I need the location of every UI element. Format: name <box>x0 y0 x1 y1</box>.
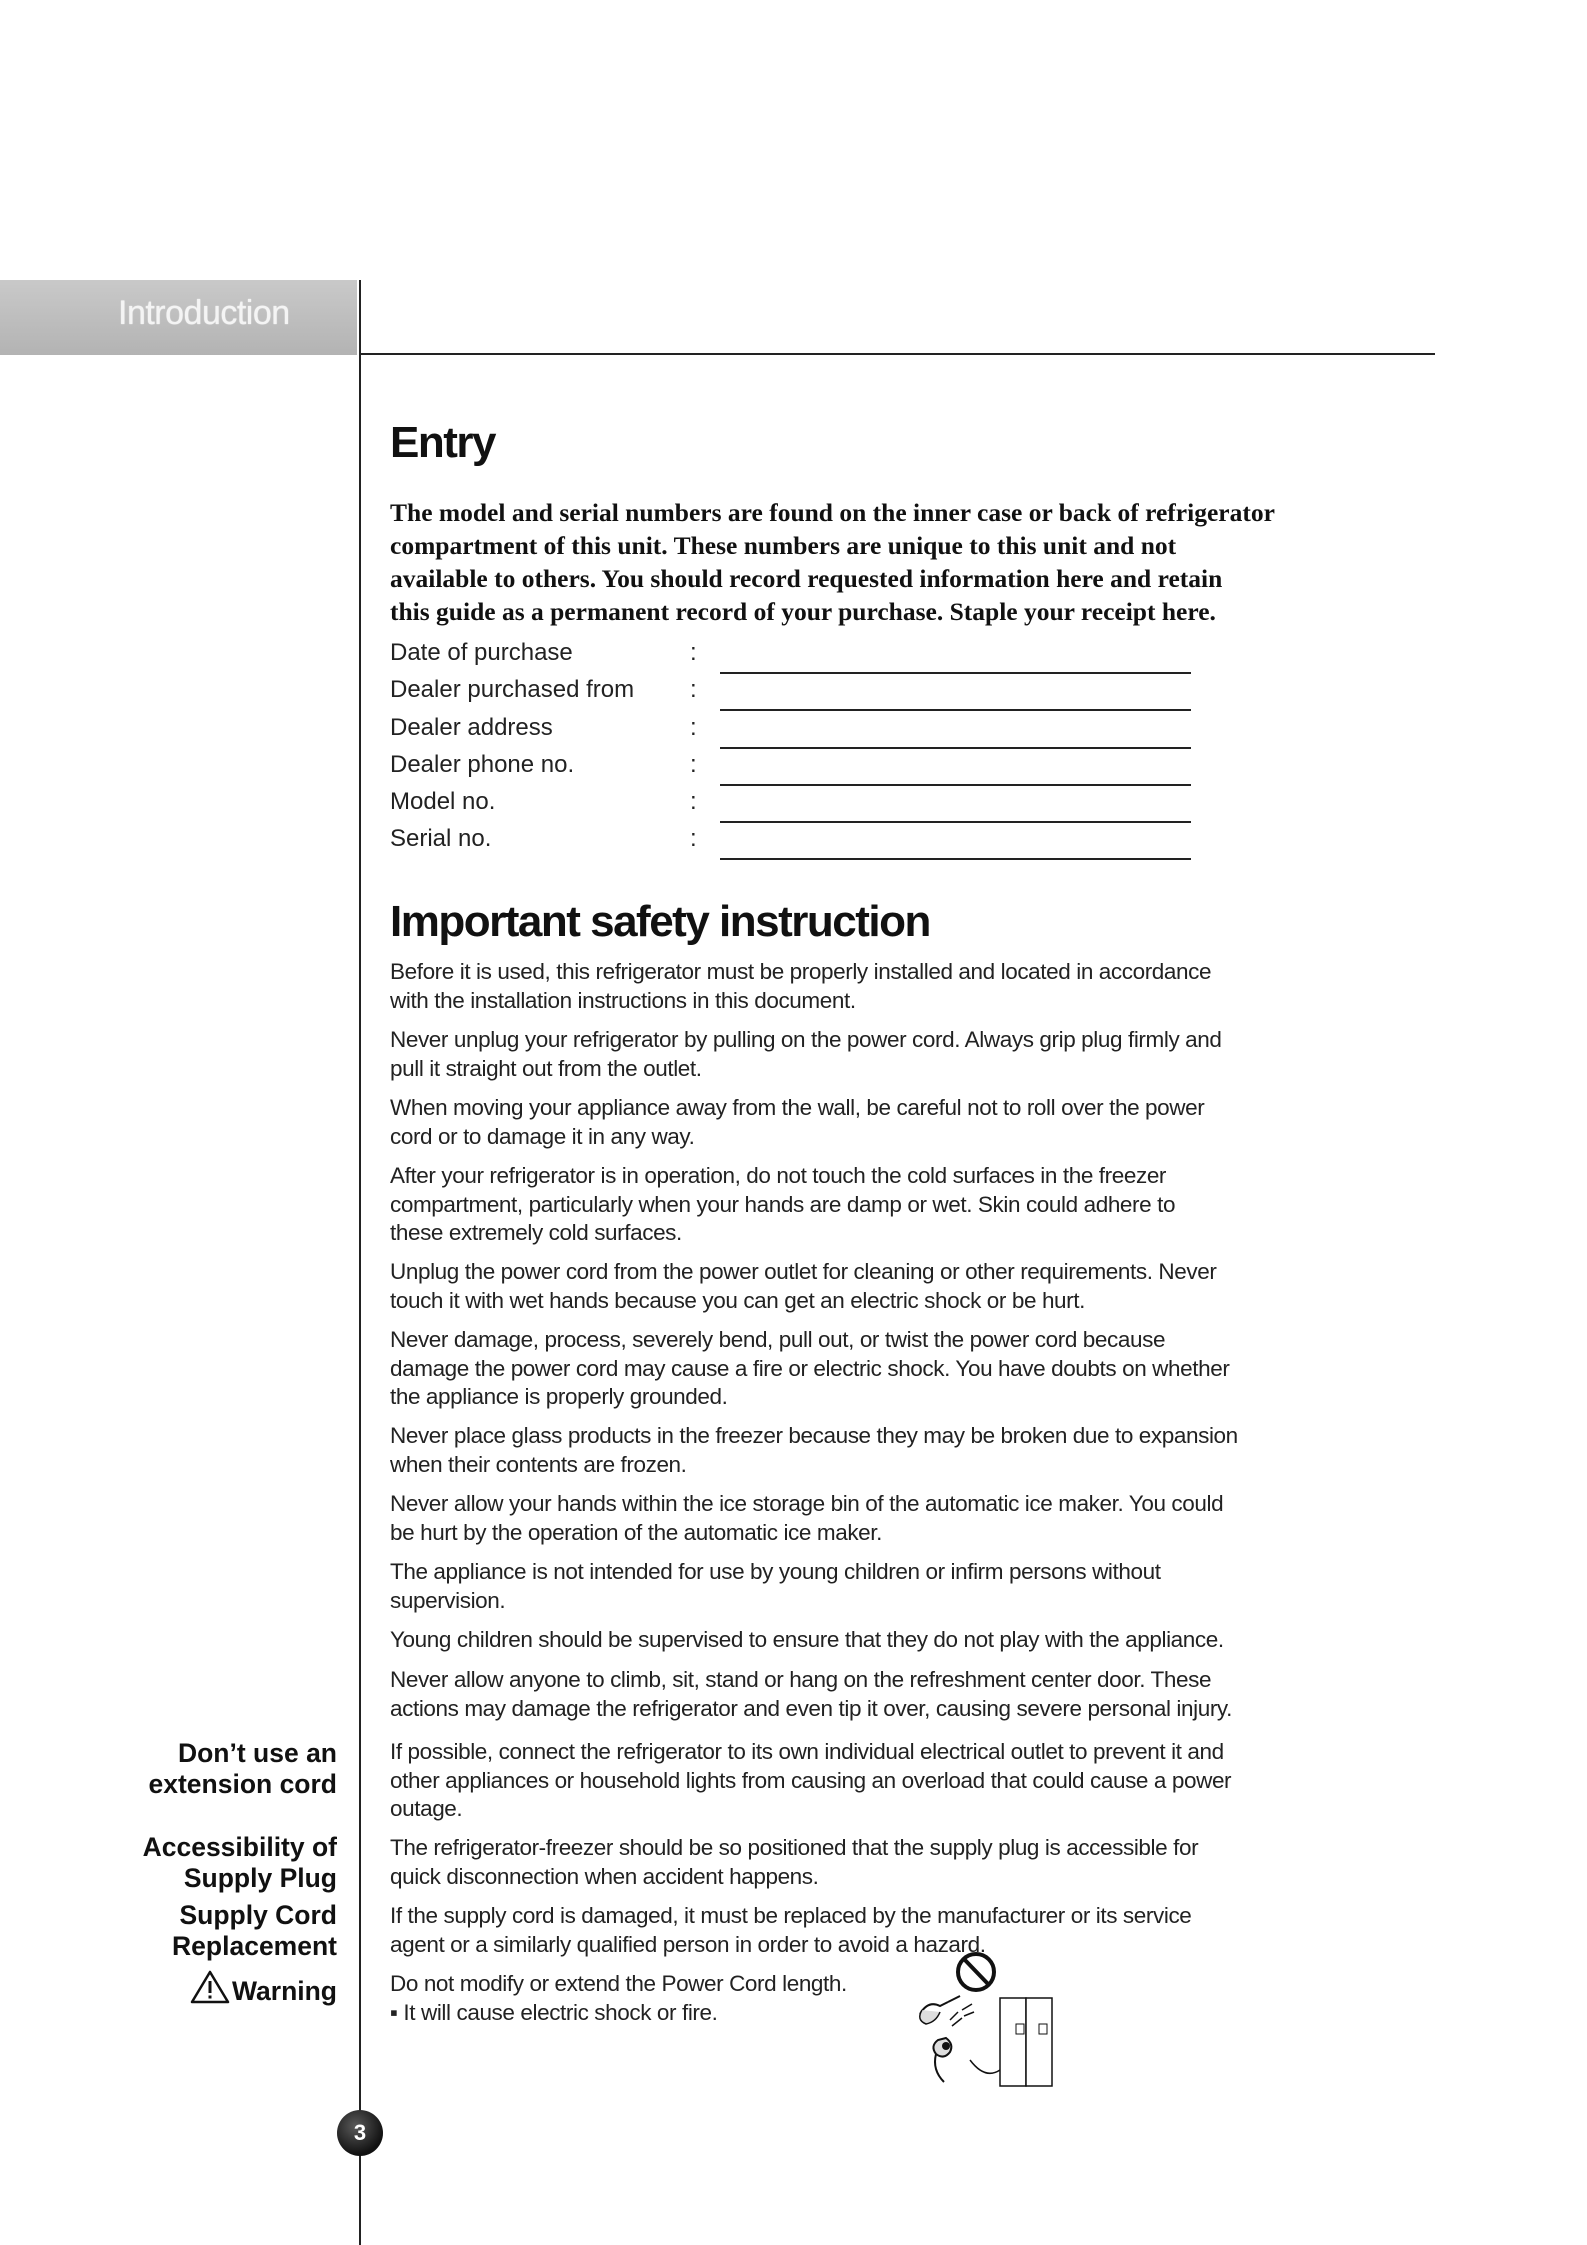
safety-paragraph <box>390 1626 1335 1655</box>
entry-title: Entry <box>390 418 495 467</box>
paragraph-line: supervision. <box>390 1587 506 1613</box>
safety-paragraph <box>390 1026 1335 1083</box>
entry-intro-line: this guide as a permanent record of your purchase. Staple your receipt here. <box>390 597 1216 626</box>
paragraph-line: After your refrigerator is in operation, do not touch the cold surfaces in the freezer <box>390 1163 1167 1188</box>
field-label: Dealer purchased from <box>390 676 635 704</box>
field-colon: : <box>690 639 697 666</box>
paragraph-line: Young children should be supervised to ensure that they do not play with the appliance. <box>390 1627 1224 1652</box>
paragraph-line: outage. <box>390 1796 463 1821</box>
side-heading-line: Supply Plug <box>183 1863 337 1893</box>
paragraph-line: The refrigerator-freezer should be so positioned that the supply plug is accessible for <box>390 1835 1199 1860</box>
section-tab-label: Introduction <box>118 294 290 332</box>
side-heading-line: extension cord <box>148 1769 337 1799</box>
no-extension-cord-illustration-icon <box>910 1950 1060 2090</box>
paragraph-line: Never unplug your refrigerator by pulling on the power cord. Always grip plug firmly and <box>390 1027 1222 1052</box>
paragraph-line: Unplug the power cord from the power outlet for cleaning or other requirements. Never <box>390 1259 1217 1284</box>
field-dealer-phone <box>390 749 1335 786</box>
side-heading-cord-replacement <box>172 1900 337 1962</box>
entry-intro-line: The model and serial numbers are found on the inner case or back of refrigerator <box>390 498 1275 527</box>
accessibility-text <box>390 1834 1335 1891</box>
paragraph-line: these extremely cold surfaces. <box>390 1220 682 1245</box>
field-label: Serial no. <box>390 825 492 853</box>
paragraph-line: touch it with wet hands because you can get an electric shock or be hurt. <box>390 1287 1085 1313</box>
paragraph-line: pull it straight out from the outlet. <box>390 1055 702 1081</box>
paragraph-line: other appliances or household lights from causing an overload that could cause a power <box>390 1767 1232 1793</box>
safety-title: Important safety instruction <box>390 897 930 946</box>
paragraph-line: with the installation instructions in this document. <box>390 987 856 1013</box>
field-colon: : <box>690 825 697 853</box>
purchase-record-form <box>390 637 1335 861</box>
field-label: Dealer phone no. <box>390 750 575 778</box>
paragraph-line: agent or a similarly qualified person in order to avoid a hazard. <box>390 1931 986 1957</box>
paragraph-line: ▪ It will cause electric shock or fire. <box>390 1999 718 2025</box>
safety-paragraph <box>390 1558 1335 1615</box>
paragraph-line: quick disconnection when accident happens. <box>390 1863 819 1889</box>
safety-paragraph <box>390 1094 1335 1151</box>
margin-rule-vertical <box>359 280 361 2245</box>
safety-paragraph <box>390 958 1335 1015</box>
page-number: 3 <box>337 2110 383 2156</box>
side-heading-accessibility <box>143 1832 337 1894</box>
entry-intro-line: available to others. You should record requested information here and retain <box>390 564 1223 593</box>
field-date-of-purchase <box>390 637 1335 674</box>
safety-paragraph <box>390 1490 1335 1547</box>
paragraph-line: Do not modify or extend the Power Cord length. <box>390 1971 847 1996</box>
field-model-no <box>390 786 1335 823</box>
paragraph-line: Never damage, process, severely bend, pull out, or twist the power cord because <box>390 1327 1166 1352</box>
side-heading-line: Supply Cord <box>179 1900 337 1930</box>
safety-paragraph <box>390 1422 1335 1479</box>
paragraph-line: Never allow your hands within the ice storage bin of the automatic ice maker. You could <box>390 1491 1224 1516</box>
field-label: Date of purchase <box>390 639 573 666</box>
entry-intro-line: compartment of this unit. These numbers are unique to this unit and not <box>390 531 1177 560</box>
safety-paragraph <box>390 1326 1335 1412</box>
paragraph-line: Never place glass products in the freezer because they may be broken due to expansion <box>390 1423 1238 1448</box>
warning-label: Warning <box>231 1976 337 2006</box>
warning-triangle-icon <box>190 1970 230 2004</box>
field-colon: : <box>690 713 697 741</box>
side-heading-line: Don’t use an <box>177 1738 337 1768</box>
paragraph-line: the appliance is properly grounded. <box>390 1384 728 1409</box>
field-blank-line <box>720 858 1191 860</box>
safety-paragraph <box>390 1162 1335 1248</box>
field-dealer-purchased-from <box>390 674 1335 711</box>
field-label: Model no. <box>390 788 496 816</box>
paragraph-line: If the supply cord is damaged, it must be replaced by the manufacturer or its service <box>390 1903 1192 1928</box>
side-heading-line: Accessibility of <box>142 1832 337 1862</box>
field-colon: : <box>690 676 697 704</box>
extension-cord-text <box>390 1738 1335 1824</box>
warning-text <box>390 1970 1335 2027</box>
paragraph-line: cord or to damage it in any way. <box>390 1123 695 1149</box>
paragraph-line: When moving your appliance away from the wall, be careful not to roll over the power <box>390 1095 1205 1120</box>
side-heading-line: Replacement <box>172 1931 337 1961</box>
paragraph-line: when their contents are frozen. <box>390 1451 687 1477</box>
paragraph-line: Never allow anyone to climb, sit, stand or hang on the refreshment center door. These <box>390 1667 1212 1692</box>
cord-replacement-text <box>390 1902 1335 1959</box>
field-label: Dealer address <box>390 713 553 741</box>
field-colon: : <box>690 788 697 816</box>
field-dealer-address <box>390 712 1335 749</box>
header-rule <box>359 353 1435 355</box>
field-serial-no <box>390 823 1335 860</box>
side-heading-extension-cord <box>149 1738 338 1800</box>
side-heading-warning <box>190 1970 337 2007</box>
paragraph-line: actions may damage the refrigerator and even tip it over, causing severe personal injury. <box>390 1695 1232 1721</box>
paragraph-line: Before it is used, this refrigerator must be properly installed and located in accordance <box>390 959 1212 984</box>
paragraph-line: The appliance is not intended for use by young children or infirm persons without <box>390 1559 1161 1584</box>
field-colon: : <box>690 750 697 778</box>
paragraph-line: be hurt by the operation of the automatic ice maker. <box>390 1519 882 1545</box>
paragraph-line: damage the power cord may cause a fire or electric shock. You have doubts on whether <box>390 1355 1230 1381</box>
entry-intro <box>390 496 1335 628</box>
safety-paragraph <box>390 1666 1335 1723</box>
safety-paragraph <box>390 1258 1335 1315</box>
paragraph-line: If possible, connect the refrigerator to its own individual electrical outlet to prevent it and <box>390 1739 1224 1764</box>
paragraph-line: compartment, particularly when your hands are damp or wet. Skin could adhere to <box>390 1191 1176 1217</box>
